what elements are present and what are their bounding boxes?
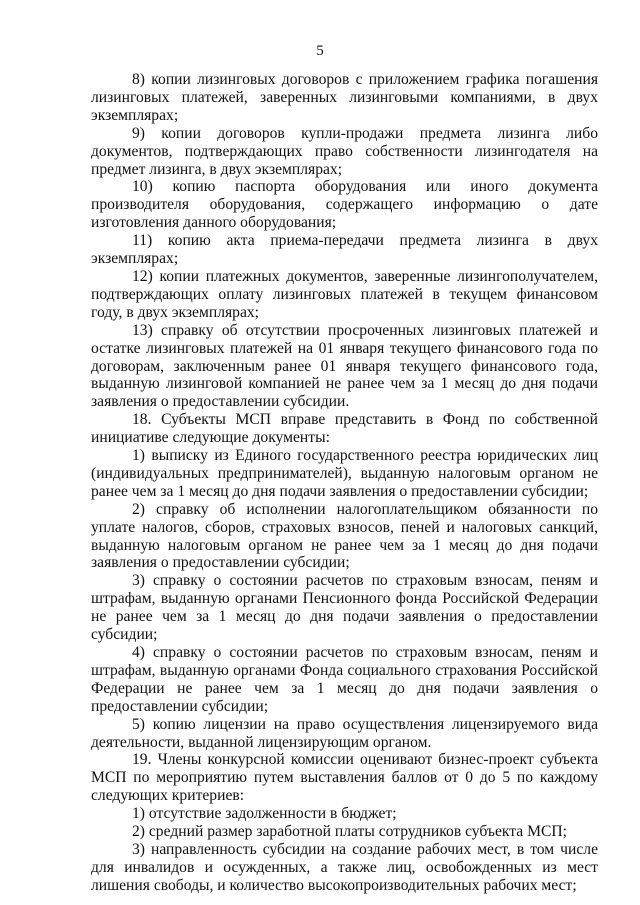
- paragraph-item-9: 9) копии договоров купли-продажи предмета лизинга либо документов, подтверждающих право собственности лизингодателя на предмет лизинга, в двух экземплярах;: [91, 124, 598, 178]
- paragraph-item-11: 11) копию акта приема-передачи предмета лизинга в двух экземплярах;: [91, 232, 598, 268]
- paragraph-clause-18-item-3: 3) справку о состоянии расчетов по страховым взносам, пеням и штрафам, выданную органами Пенсионного фонда Российской Федерации не ранее чем за 1 месяц до дня подачи заявления о предоставлении субсидии;: [91, 572, 598, 644]
- page-number: 5: [316, 43, 324, 59]
- paragraph-clause-19-item-1: 1) отсутствие задолженности в бюджет;: [132, 805, 397, 823]
- paragraph-clause-19: 19. Члены конкурсной комиссии оценивают бизнес-проект субъекта МСП по мероприятию путем выставления баллов от 0 до 5 по каждому следующих критериев:: [91, 751, 598, 805]
- paragraph-clause-18-item-4: 4) справку о состоянии расчетов по страховым взносам, пеням и штрафам, выданную органами Фонда социального страхования Российской Федерации не ранее чем за 1 месяц до дня подачи заявления о предоставлении субсидии;: [91, 644, 598, 715]
- paragraph-item-8: 8) копии лизинговых договоров с приложением графика погашения лизинговых платежей, заверенных лизинговыми компаниями, в двух экземплярах;: [91, 71, 598, 124]
- paragraph-clause-18-item-5: 5) копию лицензии на право осуществления лицензируемого вида деятельности, выданной лицензирующим органом.: [91, 715, 598, 751]
- paragraph-item-12: 12) копии платежных документов, заверенные лизингополучателем, подтверждающих оплату лизинговых платежей в текущем финансовом году, в двух экземплярах;: [91, 267, 598, 321]
- paragraph-clause-18-item-2: 2) справку об исполнении налогоплательщиком обязанности по уплате налогов, сборов, страховых взносов, пеней и налоговых санкций, выданную налоговым органом не ранее чем за 1 месяц до дня подачи заявления о предоставлении субсидии;: [91, 500, 598, 572]
- paragraph-item-10: 10) копию паспорта оборудования или иного документа производителя оборудования, содержащего информацию о дате изготовления данного оборудования;: [91, 178, 598, 232]
- paragraph-item-13: 13) справку об отсутствии просроченных лизинговых платежей и остатке лизинговых платежей на 01 января текущего финансового года по договорам, заключенным ранее 01 января текущего финансового года, выданную лизинговой компанией не ранее чем за 1 месяц до дня подачи заявления о предоставлении субсидии.: [91, 321, 598, 411]
- paragraph-clause-18: 18. Субъекты МСП вправе представить в Фонд по собственной инициативе следующие документы:: [91, 411, 598, 447]
- paragraph-clause-19-item-3: 3) направленность субсидии на создание рабочих мест, в том числе для инвалидов и осужденных, а также лиц, освобожденных из мест лишения свободы, и количество высокопроизводительных рабочих мест;: [91, 840, 598, 894]
- document-body: [91, 71, 598, 895]
- paragraph-clause-18-item-1: 1) выписку из Единого государственного реестра юридических лиц (индивидуальных предпринимателей), выданную налоговым органом не ранее чем за 1 месяц до дня подачи заявления о предоставлении субсидии;: [91, 447, 598, 500]
- paragraph-clause-19-item-2: 2) средний размер заработной платы сотрудников субъекта МСП;: [132, 823, 567, 841]
